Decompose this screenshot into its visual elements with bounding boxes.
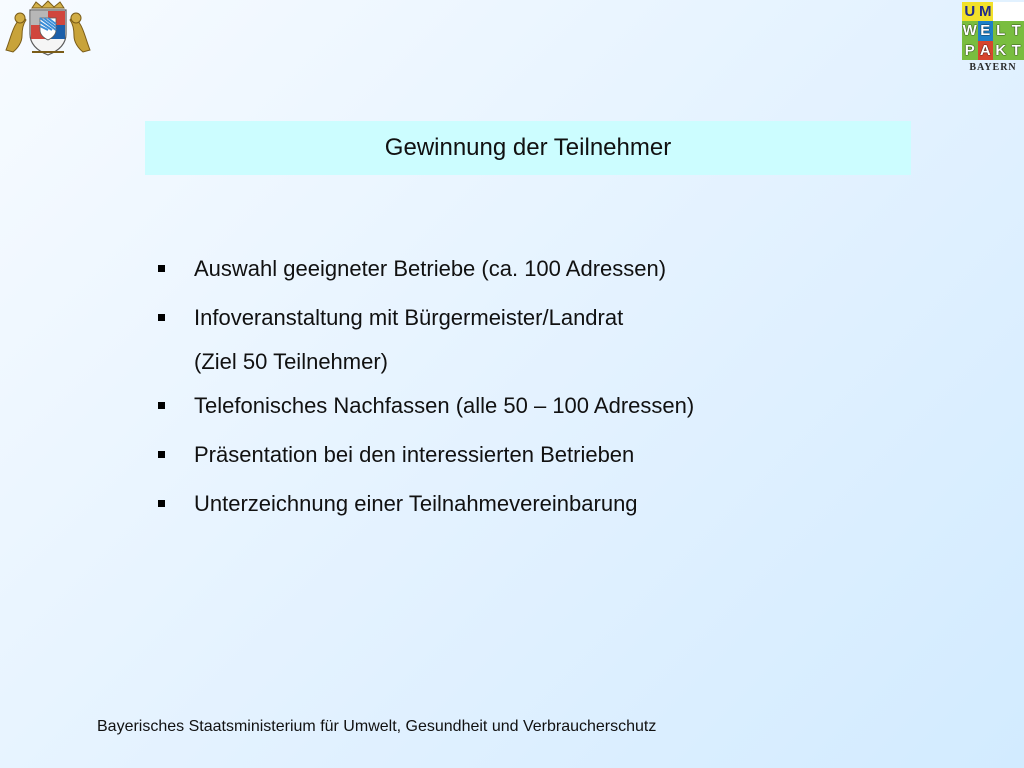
- bullet-text: Unterzeichnung einer Teilnahmevereinbarung: [194, 491, 638, 516]
- logo-letter-p: P: [962, 41, 978, 60]
- logo-letter-e: E: [978, 21, 994, 40]
- logo-empty-cell: [1009, 2, 1024, 21]
- bullet-item: [155, 296, 875, 384]
- bullet-text-continuation: (Ziel 50 Teilnehmer): [194, 349, 389, 374]
- bullet-marker-icon: [158, 451, 165, 458]
- bullet-item: [155, 389, 875, 422]
- bullet-item: [155, 252, 875, 285]
- logo-letter-t: T: [1009, 41, 1024, 60]
- bullet-item: [155, 438, 875, 471]
- bullet-text: Infoveranstaltung mit Bürgermeister/Landrat: [194, 305, 624, 330]
- bullet-marker-icon: [158, 314, 165, 321]
- bullet-marker-icon: [158, 402, 165, 409]
- footer-ministry-name: Bayerisches Staatsministerium für Umwelt, Gesundheit und Verbraucherschutz: [97, 718, 657, 735]
- umwelt-grid: [962, 2, 1024, 60]
- logo-letter-u: U: [962, 2, 978, 21]
- bullet-text: Telefonisches Nachfassen (alle 50 – 100 Adressen): [194, 393, 695, 418]
- logo-letter-w: W: [962, 22, 977, 40]
- logo-letter-l: L: [993, 21, 1009, 40]
- title-box: [145, 121, 911, 175]
- logo-letter-t: T: [1009, 21, 1024, 40]
- slide-title: Gewinnung der Teilnehmer: [384, 134, 672, 161]
- logo-bayern-text: BAYERN: [969, 62, 1017, 73]
- logo-letter-k: K: [993, 41, 1009, 60]
- bullet-list: [155, 252, 875, 536]
- logo-letter-a: A: [978, 41, 994, 60]
- bavarian-coat-of-arms-logo: [2, 0, 94, 58]
- bullet-text: Auswahl geeigneter Betriebe (ca. 100 Adressen): [194, 256, 667, 281]
- bullet-marker-icon: [158, 500, 165, 507]
- bullet-marker-icon: [158, 265, 165, 272]
- umweltpakt-bayern-logo: [962, 0, 1024, 76]
- bullet-text: Präsentation bei den interessierten Betrieben: [194, 442, 635, 467]
- bullet-item: [155, 487, 875, 520]
- logo-letter-m: M: [979, 3, 992, 21]
- logo-empty-cell: [993, 2, 1009, 21]
